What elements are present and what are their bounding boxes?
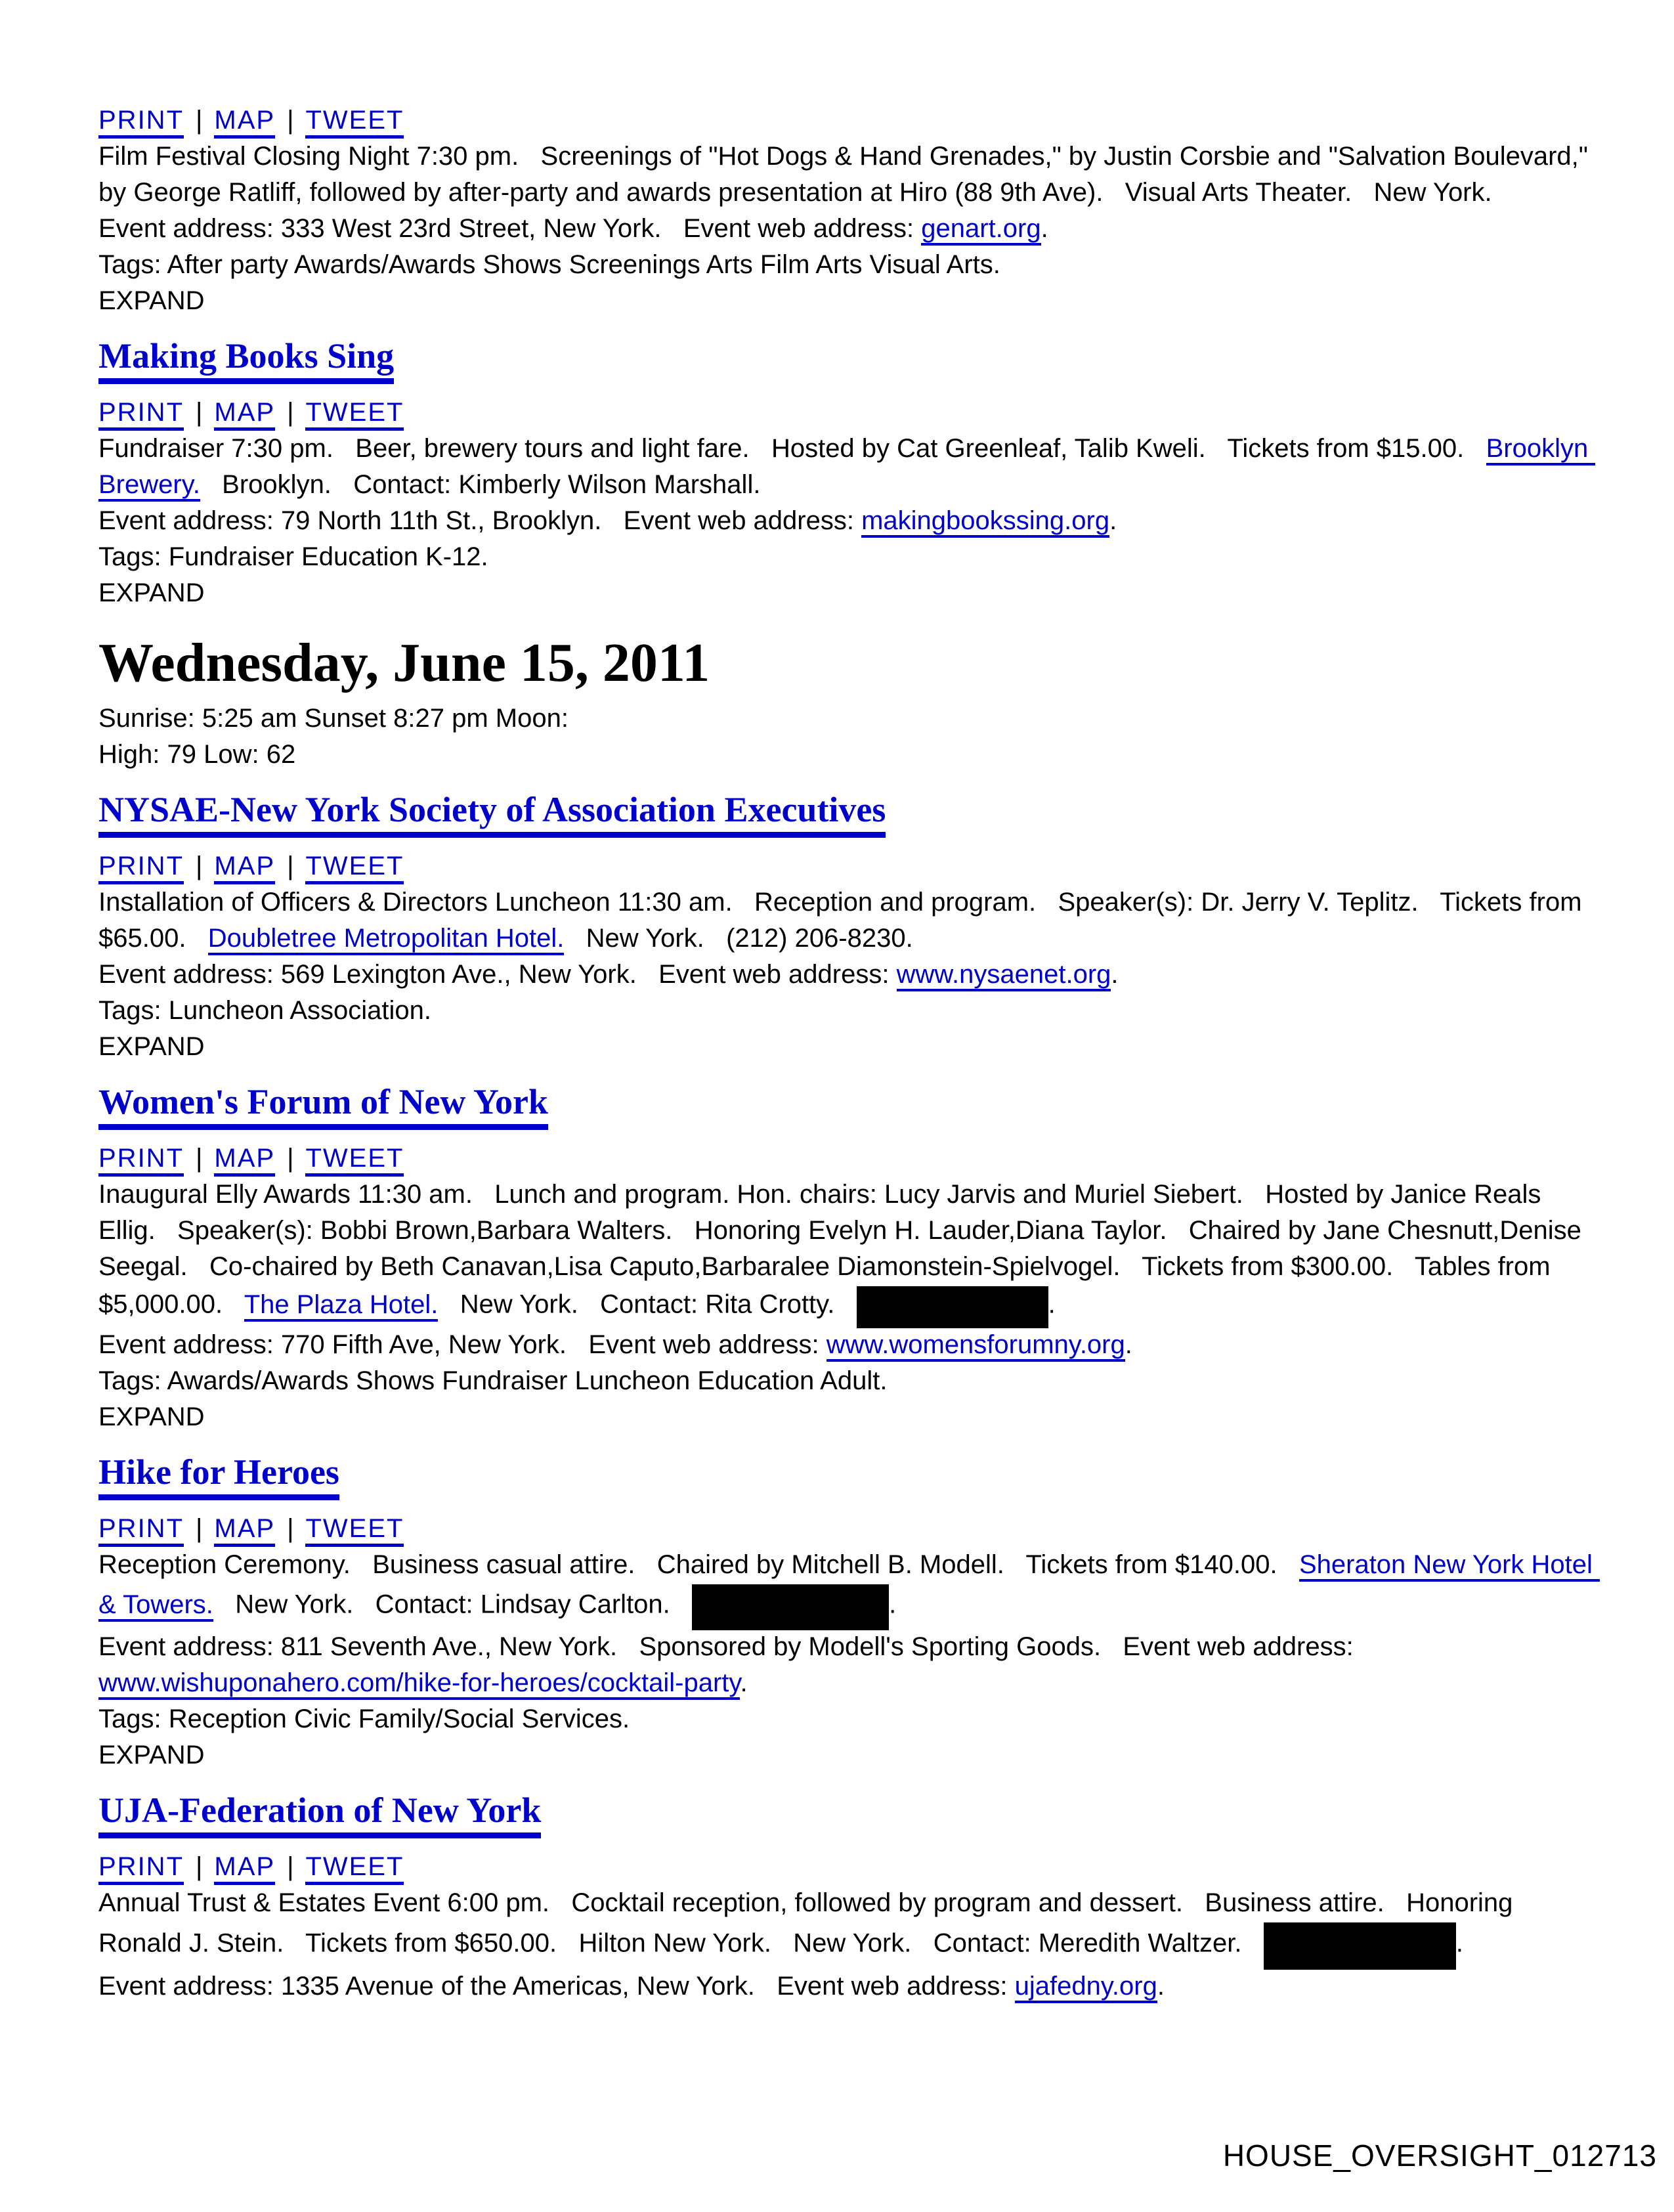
map-link[interactable]: MAP: [214, 1514, 275, 1547]
event-title-link-nysae[interactable]: NYSAE-New York Society of Association Executives: [98, 790, 886, 838]
toolbar-separator: |: [196, 1144, 203, 1173]
body-text: Event address: 811 Seventh Ave., New York. Sponsored by Modell's Sporting Goods. Event web address:: [98, 1632, 1361, 1661]
event-tags: Tags: After party Awards/Awards Shows Screenings Arts Film Arts Visual Arts.: [98, 250, 1000, 279]
print-link[interactable]: PRINT: [98, 106, 184, 139]
redaction-box: [692, 1584, 889, 1630]
toolbar-separator: |: [287, 1144, 294, 1173]
body-text: .: [1455, 1928, 1463, 1958]
expand-row: [98, 1029, 1595, 1065]
expand-button[interactable]: EXPAND: [98, 286, 205, 315]
body-text: Inaugural Elly Awards 11:30 am. Lunch and program. Hon. chairs: Lucy Jarvis and Muriel Siebert. Hosted by Janice Reals Ellig. Speaker(s): Bobbi Brown,Barbara Walters. Honoring Evelyn H. Lauder,Diana Taylor. Chaired by Jane Chesnutt,Denise Seegal. Co-chaired by Beth Canavan,Lisa Caputo,Barbaralee Diamonstein-Spielvogel. Tickets from $300.00. Tables from $5,000.00.: [98, 1180, 1589, 1319]
event-title-row: [98, 790, 1595, 838]
event-address-line: [98, 211, 1595, 247]
event-toolbar: [98, 395, 1595, 431]
inline-link[interactable]: Sheraton New York Hotel & Towers.: [98, 1550, 1600, 1622]
event-title-row: [98, 1790, 1595, 1838]
expand-button[interactable]: EXPAND: [98, 1032, 205, 1061]
document-content: [98, 102, 1600, 2005]
event-address-line: [98, 1968, 1595, 2005]
expand-button[interactable]: EXPAND: [98, 1402, 205, 1431]
inline-link[interactable]: ujafedny.org: [1015, 1972, 1157, 2003]
event-toolbar: [98, 102, 1595, 139]
event-address-line: [98, 1327, 1595, 1363]
inline-link[interactable]: genart.org: [921, 214, 1041, 246]
body-text: .: [1111, 960, 1119, 989]
expand-row: [98, 283, 1595, 319]
body-text: New York. Contact: Rita Crotty.: [438, 1290, 857, 1319]
bates-number: HOUSE_OVERSIGHT_012713: [1222, 2138, 1657, 2173]
toolbar-separator: |: [196, 1514, 203, 1543]
body-text: Event address: 770 Fifth Ave, New York. Event web address:: [98, 1330, 826, 1359]
body-text: .: [889, 1590, 897, 1619]
print-link[interactable]: PRINT: [98, 852, 184, 884]
event-description: [98, 884, 1595, 957]
tweet-link[interactable]: TWEET: [305, 1852, 404, 1885]
event-toolbar: [98, 1849, 1595, 1885]
event-tags: Tags: Fundraiser Education K-12.: [98, 542, 488, 571]
body-text: Annual Trust & Estates Event 6:00 pm. Cocktail reception, followed by program and dessert. Business attire. Honoring Ronald J. Stein. Tickets from $650.00. Hilton New York. New York. Contact: Meredith Waltzer.: [98, 1888, 1520, 1958]
inline-link[interactable]: The Plaza Hotel.: [244, 1290, 439, 1322]
map-link[interactable]: MAP: [214, 106, 275, 139]
toolbar-separator: |: [287, 106, 294, 135]
high-low-line: High: 79 Low: 62: [98, 740, 296, 769]
event-toolbar: [98, 848, 1595, 884]
event-description: [98, 431, 1595, 503]
body-text: New York. (212) 206-8230.: [564, 924, 913, 953]
event-toolbar: [98, 1140, 1595, 1177]
inline-link[interactable]: www.womensforumny.org: [826, 1330, 1125, 1362]
tweet-link[interactable]: TWEET: [305, 1514, 404, 1547]
toolbar-separator: |: [196, 398, 203, 427]
inline-link[interactable]: www.nysaenet.org: [897, 960, 1111, 991]
event-tags: Tags: Awards/Awards Shows Fundraiser Luncheon Education Adult.: [98, 1366, 888, 1395]
event-description: [98, 139, 1595, 211]
inline-link[interactable]: www.wishuponahero.com/hike-for-heroes/cocktail-party: [98, 1668, 740, 1700]
body-text: .: [740, 1668, 748, 1697]
inline-link[interactable]: makingbookssing.org: [861, 506, 1109, 538]
map-link[interactable]: MAP: [214, 1144, 275, 1177]
expand-button[interactable]: EXPAND: [98, 578, 205, 607]
tweet-link[interactable]: TWEET: [305, 398, 404, 431]
toolbar-separator: |: [287, 1852, 294, 1881]
event-description: [98, 1177, 1595, 1327]
toolbar-separator: |: [287, 398, 294, 427]
event-title-row: [98, 1452, 1595, 1500]
toolbar-separator: |: [196, 106, 203, 135]
toolbar-separator: |: [196, 852, 203, 880]
body-text: .: [1157, 1972, 1165, 2001]
toolbar-separator: |: [287, 852, 294, 880]
body-text: Brooklyn. Contact: Kimberly Wilson Marshall.: [200, 470, 761, 499]
expand-button[interactable]: EXPAND: [98, 1741, 205, 1769]
event-description: [98, 1885, 1595, 1968]
expand-row: [98, 575, 1595, 611]
event-address-line: [98, 1629, 1595, 1701]
event-address-line: [98, 957, 1595, 993]
body-text: Fundraiser 7:30 pm. Beer, brewery tours and light fare. Hosted by Cat Greenleaf, Talib Kweli. Tickets from $15.00.: [98, 434, 1486, 463]
tweet-link[interactable]: TWEET: [305, 852, 404, 884]
map-link[interactable]: MAP: [214, 1852, 275, 1885]
inline-link[interactable]: Brooklyn Brewery.: [98, 434, 1595, 502]
body-text: .: [1048, 1290, 1056, 1319]
toolbar-separator: |: [196, 1852, 203, 1881]
body-text: Reception Ceremony. Business casual attire. Chaired by Mitchell B. Modell. Tickets from $140.00.: [98, 1550, 1299, 1579]
body-text: Event address: 333 West 23rd Street, New York. Event web address:: [98, 214, 922, 243]
expand-row: [98, 1737, 1595, 1773]
body-text: Event address: 1335 Avenue of the Americas, New York. Event web address:: [98, 1972, 1015, 2001]
map-link[interactable]: MAP: [214, 852, 275, 884]
event-title-link-making-books-sing[interactable]: Making Books Sing: [98, 336, 394, 384]
tweet-link[interactable]: TWEET: [305, 106, 404, 139]
body-text: .: [1125, 1330, 1132, 1359]
event-title-link-hike-for-heroes[interactable]: Hike for Heroes: [98, 1452, 339, 1500]
body-text: .: [1041, 214, 1048, 243]
print-link[interactable]: PRINT: [98, 1852, 184, 1885]
inline-link[interactable]: Doubletree Metropolitan Hotel.: [208, 924, 565, 955]
print-link[interactable]: PRINT: [98, 1514, 184, 1547]
tweet-link[interactable]: TWEET: [305, 1144, 404, 1177]
map-link[interactable]: MAP: [214, 398, 275, 431]
redaction-box: [857, 1286, 1048, 1328]
event-title-link-womens-forum-of-new-york[interactable]: Women's Forum of New York: [98, 1082, 548, 1130]
toolbar-separator: |: [287, 1514, 294, 1543]
redaction-box: [1264, 1922, 1456, 1970]
date-heading: Wednesday, June 15, 2011: [98, 632, 710, 693]
event-title-row: [98, 336, 1595, 384]
event-title-row: [98, 1082, 1595, 1130]
print-link[interactable]: PRINT: [98, 1144, 184, 1177]
event-toolbar: [98, 1511, 1595, 1547]
event-tags: Tags: Reception Civic Family/Social Services.: [98, 1704, 630, 1733]
event-tags: Tags: Luncheon Association.: [98, 996, 432, 1025]
body-text: Event address: 569 Lexington Ave., New York. Event web address:: [98, 960, 897, 989]
event-title-link-uja-federation-of-new-york[interactable]: UJA-Federation of New York: [98, 1790, 541, 1838]
print-link[interactable]: PRINT: [98, 398, 184, 431]
body-text: .: [1109, 506, 1117, 535]
body-text: Installation of Officers & Directors Luncheon 11:30 am. Reception and program. Speaker(s): Dr. Jerry V. Teplitz. Tickets from $65.00.: [98, 888, 1589, 953]
expand-row: [98, 1399, 1595, 1435]
body-text: Film Festival Closing Night 7:30 pm. Screenings of "Hot Dogs & Hand Grenades," by Justin Corsbie and "Salvation Boulevard," by George Ratliff, followed by after-party and awards presentation at Hiro (88 9th Ave). Visual Arts Theater. New York.: [98, 142, 1596, 207]
event-address-line: [98, 503, 1595, 539]
sunrise-sunset-line: Sunrise: 5:25 am Sunset 8:27 pm Moon:: [98, 704, 569, 733]
body-text: Event address: 79 North 11th St., Brooklyn. Event web address:: [98, 506, 862, 535]
body-text: New York. Contact: Lindsay Carlton.: [213, 1590, 693, 1619]
event-description: [98, 1547, 1600, 1629]
